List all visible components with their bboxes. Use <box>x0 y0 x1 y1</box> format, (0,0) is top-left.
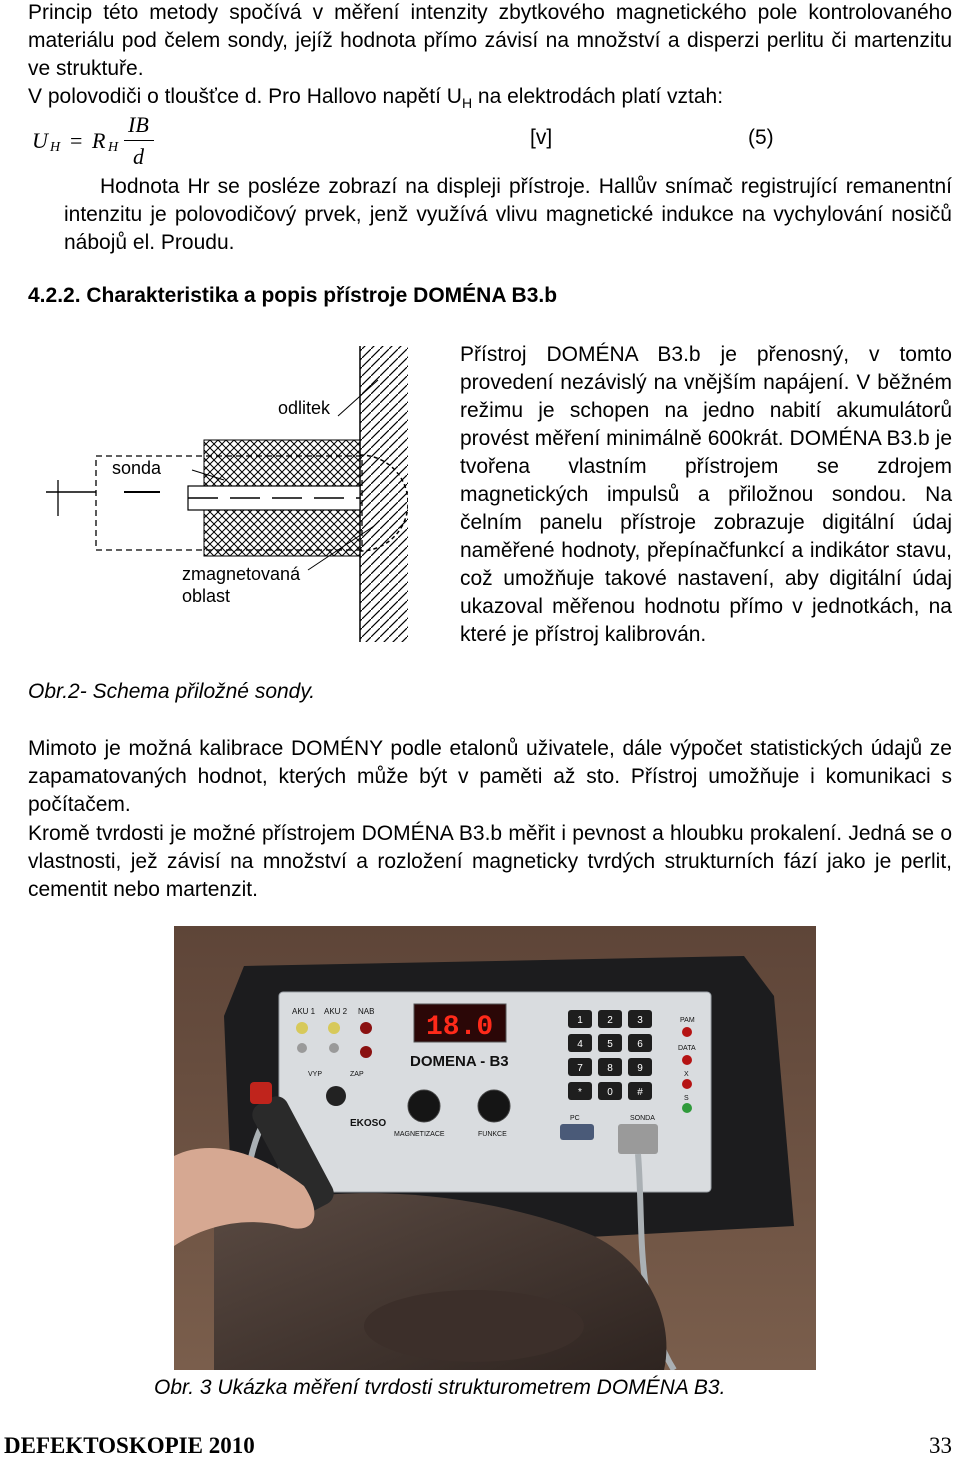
keypad-key-label: 0 <box>607 1087 613 1098</box>
keypad-key-label: 1 <box>577 1015 583 1026</box>
keypad-key-label: 7 <box>577 1063 583 1074</box>
device-description: Přístroj DOMÉNA B3.b je přenosný, v tomto provedení nezávislý na vnějším napájení. V běžném režimu je schopen na jedno nabití akumulátorů provést měření minimálně 600krát. DOMÉNA B3.b je tvořena vlastním přístrojem se zdrojem magnetických impulsů a přiložnou sondou. Na čelním panelu přístroje zobrazuje digitální údaj naměřené hodnoty, přepínačfunkcí a indikátor stavu, což umožňuje takové nastavení, aby digitální údaj ukazoval měřenou hodnotu přímo v jednotkách, na které je přístroj kalibrován. <box>460 343 952 646</box>
keypad-key-label: 2 <box>607 1015 613 1026</box>
funkce-knob <box>478 1090 510 1122</box>
figure-3-caption: Obr. 3 Ukázka měření tvrdosti strukturometrem DOMÉNA B3. <box>154 1376 726 1399</box>
casting-wall <box>360 346 408 642</box>
sonda-connector <box>618 1124 658 1154</box>
hall-intro-text-2: na elektrodách platí vztah: <box>472 85 724 108</box>
label-zmagnetovana: zmagnetovaná <box>182 564 301 584</box>
led-nab <box>360 1022 372 1034</box>
label-pam: PAM <box>680 1017 695 1024</box>
label-vyp: VYP <box>308 1071 323 1078</box>
label-oblast: oblast <box>182 586 231 606</box>
hall-voltage-intro <box>28 83 952 117</box>
page-number: 33 <box>929 1433 952 1458</box>
journal-footer: DEFEKTOSKOPIE 2010 <box>4 1433 255 1458</box>
power-switch <box>326 1086 346 1106</box>
led-aku1 <box>296 1022 308 1034</box>
keypad-key-label: 6 <box>637 1039 643 1050</box>
keypad-key-label: 4 <box>577 1039 583 1050</box>
label-pc: PC <box>570 1115 580 1122</box>
led-x <box>682 1079 692 1089</box>
label-funkce: FUNKCE <box>478 1131 507 1138</box>
formula-denominator: d <box>133 144 144 169</box>
label-s: S <box>684 1095 689 1102</box>
keypad-key-label: * <box>578 1087 582 1098</box>
magnetizace-knob <box>408 1090 440 1122</box>
brand-label: DOMENA - B3 <box>410 1053 509 1070</box>
label-sonda-port: SONDA <box>630 1115 655 1122</box>
label-nab: NAB <box>358 1007 375 1016</box>
probe-schematic <box>38 340 408 645</box>
keypad-key-label: 3 <box>637 1015 643 1026</box>
hall-intro-text-1: V polovodiči o tloušťce d. Pro Hallovo napětí U <box>28 85 462 108</box>
label-zap: ZAP <box>350 1071 364 1078</box>
device-photo-svg <box>174 926 816 1370</box>
led-aku2 <box>328 1022 340 1034</box>
formula-rhs-sub: H <box>108 140 119 155</box>
formula-numerator: IB <box>128 112 149 137</box>
label-data: DATA <box>678 1045 696 1052</box>
label-x: X <box>684 1071 689 1078</box>
keypad-key-label: 5 <box>607 1039 613 1050</box>
keypad-key-label: 8 <box>607 1063 613 1074</box>
label-maker: EKOSO <box>350 1118 387 1129</box>
section-heading: 4.2.2. Charakteristika a popis přístroje DOMÉNA B3.b <box>28 284 558 307</box>
figure-2-caption: Obr.2- Schema přiložné sondy. <box>28 680 316 703</box>
device-photo <box>174 926 816 1370</box>
coil-bottom <box>204 510 360 556</box>
display-value: 18.0 <box>426 1012 494 1043</box>
coil-top <box>204 440 360 486</box>
led-pam <box>682 1027 692 1037</box>
formula-equals: = <box>70 128 83 153</box>
formula-lhs: U <box>32 128 48 153</box>
formula-unit: [v] <box>530 126 553 149</box>
label-aku1: AKU 1 <box>292 1007 316 1016</box>
formula-number: (5) <box>748 126 774 149</box>
intro-paragraph: Princip této metody spočívá v měření intenzity zbytkového magnetického pole kontrolovaného materiálu pod čelem sondy, jejíž hodnota přímo závisí na množství a disperzi perlitu či martenzitu ve struktuře. <box>28 1 952 80</box>
led-s <box>682 1103 692 1113</box>
hall-intro-sub: H <box>461 95 473 112</box>
keypad-key-label: 9 <box>637 1063 643 1074</box>
formula-rhs: R <box>92 128 106 153</box>
hall-sensor-paragraph: Hodnota Hr se posléze zobrazí na displeji přístroje. Hallův snímač registrující remanentní intenzitu je polovodičový prvek, jenž využívá vlivu magnetické indukce na vychylování nosičů nábojů el. Proudu. <box>64 175 952 254</box>
fraction-bar <box>124 140 154 141</box>
label-odlitek: odlitek <box>278 398 331 418</box>
label-aku2: AKU 2 <box>324 1007 348 1016</box>
label-sonda: sonda <box>112 458 162 478</box>
formula-lhs-sub: H <box>50 140 61 155</box>
pc-connector <box>560 1124 594 1140</box>
hall-formula <box>28 112 788 176</box>
hardness-paragraph: Kromě tvrdosti je možné přístrojem DOMÉNA B3.b měřit i pevnost a hloubku prokalení. Jedná se o vlastnosti, jež závisí na množství a rozložení magneticky tvrdých strukturních fází jako je perlit, cementit nebo martenzit. <box>28 822 952 901</box>
led-data <box>682 1055 692 1065</box>
keypad-key-label: # <box>637 1087 643 1098</box>
label-magnetizace: MAGNETIZACE <box>394 1131 445 1138</box>
calibration-paragraph: Mimoto je možná kalibrace DOMÉNY podle etalonů uživatele, dále výpočet statistických údajů ze zapamatovaných hodnot, kterých může být v paměti až sto. Přístroj umožňuje i komunikaci s počítačem. <box>28 737 952 816</box>
